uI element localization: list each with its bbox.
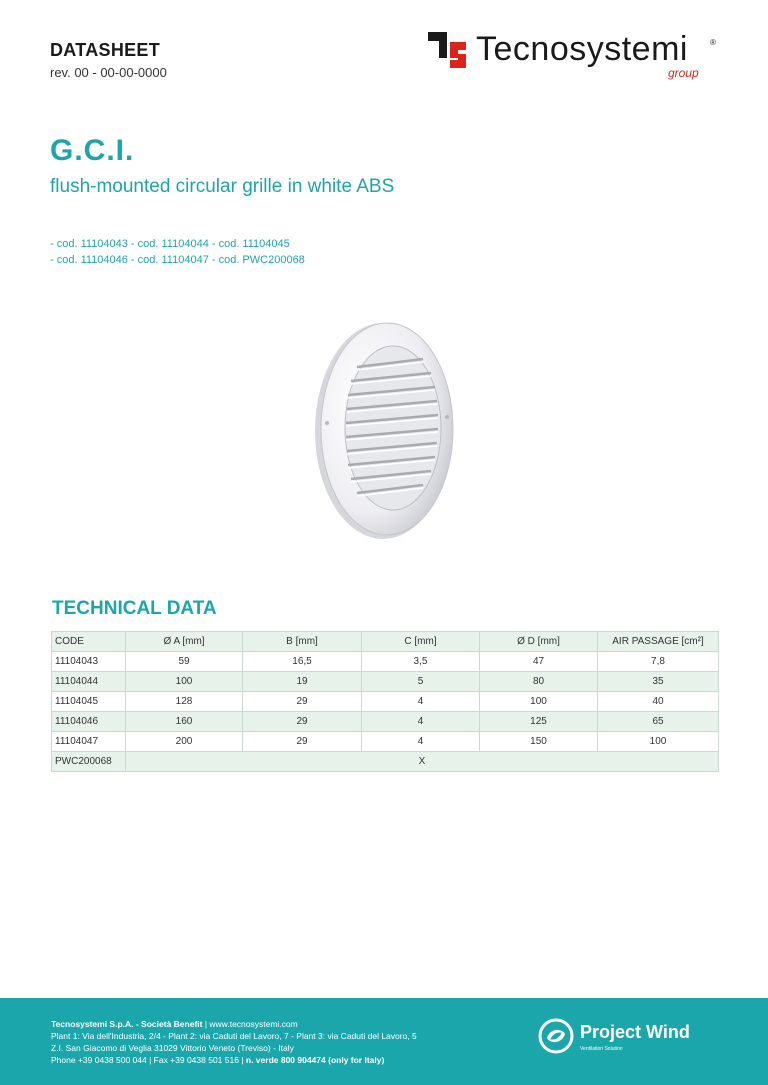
cell-diameter-d: 100 — [480, 692, 598, 712]
technical-data-table — [51, 631, 719, 772]
document-header — [50, 40, 167, 80]
cell-diameter-a: 128 — [126, 692, 243, 712]
tecnosystemi-logo — [428, 26, 728, 86]
cell-diameter-d: 150 — [480, 732, 598, 752]
cell-diameter-d: 80 — [480, 672, 598, 692]
project-wind-name: Project Wind — [580, 1022, 690, 1042]
column-header-diameter-a: Ø A [mm] — [126, 632, 243, 652]
column-header-c: C [mm] — [362, 632, 480, 652]
cell-code: 11104043 — [52, 652, 126, 672]
cell-code: 11104047 — [52, 732, 126, 752]
cell-b: 16,5 — [243, 652, 362, 672]
cell-air-passage: 35 — [598, 672, 719, 692]
cell-c: 5 — [362, 672, 480, 692]
cell-diameter-d: 125 — [480, 712, 598, 732]
product-codes-line-1: - cod. 11104043 - cod. 11104044 - cod. 11104045 — [50, 238, 290, 250]
table-row — [52, 692, 719, 712]
tecnosystemi-logo-icon — [428, 30, 468, 70]
cell-code: 11104044 — [52, 672, 126, 692]
table-row — [52, 712, 719, 732]
cell-air-passage: 100 — [598, 732, 719, 752]
footer — [0, 998, 768, 1085]
table-row-accessory — [52, 752, 719, 772]
cell-c: 4 — [362, 732, 480, 752]
cell-b: 29 — [243, 712, 362, 732]
column-header-code: CODE — [52, 632, 126, 652]
cell-diameter-a: 100 — [126, 672, 243, 692]
brand-group: group — [668, 66, 699, 80]
cell-code: PWC200068 — [52, 752, 126, 772]
cell-diameter-a: 160 — [126, 712, 243, 732]
footer-toll-free: n. verde 800 904474 (only for Italy) — [245, 1055, 385, 1065]
footer-plants: Plant 1: Via dell'Industria, 2/4 - Plant 2: via Caduti del Lavoro, 7 - Plant 3: via Caduti del Lavoro, 5 — [51, 1031, 417, 1041]
footer-contact-info — [51, 1018, 417, 1066]
document-revision: rev. 00 - 00-00-0000 — [50, 65, 167, 80]
cell-air-passage: 7,8 — [598, 652, 719, 672]
product-codes — [50, 236, 305, 268]
document-type: DATASHEET — [50, 40, 161, 60]
brand-name: Tecnosystemi — [476, 30, 688, 68]
cell-air-passage: 65 — [598, 712, 719, 732]
technical-data-title: TECHNICAL DATA — [52, 598, 217, 619]
cell-code: 11104045 — [52, 692, 126, 712]
cell-diameter-a: 200 — [126, 732, 243, 752]
cell-b: 29 — [243, 692, 362, 712]
product-codes-line-2: - cod. 11104046 - cod. 11104047 - cod. PWC200068 — [50, 254, 305, 266]
cell-c: 4 — [362, 712, 480, 732]
project-wind-logo-icon — [538, 1018, 574, 1054]
cell-c: 3,5 — [362, 652, 480, 672]
product-subtitle: flush-mounted circular grille in white ABS — [50, 176, 395, 197]
cell-b: 19 — [243, 672, 362, 692]
footer-company-line — [51, 1018, 417, 1030]
table-row — [52, 652, 719, 672]
project-wind-tagline: Ventilation Solution — [580, 1046, 623, 1052]
grille-product-image — [305, 315, 465, 545]
cell-c: 4 — [362, 692, 480, 712]
cell-compatibility: X — [126, 752, 719, 772]
footer-phone-line — [51, 1054, 417, 1066]
table-header-row — [52, 632, 719, 652]
product-title: G.C.I. — [50, 134, 135, 167]
footer-phone-fax: Phone +39 0438 500 044 | Fax +39 0438 501 516 | — [51, 1055, 246, 1065]
cell-code: 11104046 — [52, 712, 126, 732]
cell-diameter-a: 59 — [126, 652, 243, 672]
footer-address: Z.I. San Giacomo di Veglia 31029 Vittorio Veneto (Treviso) - Italy — [51, 1043, 294, 1053]
cell-b: 29 — [243, 732, 362, 752]
cell-diameter-d: 47 — [480, 652, 598, 672]
column-header-b: B [mm] — [243, 632, 362, 652]
footer-company-name: Tecnosystemi S.p.A. - Società Benefit — [51, 1019, 203, 1029]
project-wind-logo — [538, 1016, 728, 1060]
table-row — [52, 732, 719, 752]
table-row — [52, 672, 719, 692]
column-header-diameter-d: Ø D [mm] — [480, 632, 598, 652]
cell-air-passage: 40 — [598, 692, 719, 712]
brand-registered-mark: ® — [710, 38, 716, 47]
footer-website[interactable]: | www.tecnosystemi.com — [202, 1019, 298, 1029]
column-header-air-passage: AIR PASSAGE [cm²] — [598, 632, 719, 652]
